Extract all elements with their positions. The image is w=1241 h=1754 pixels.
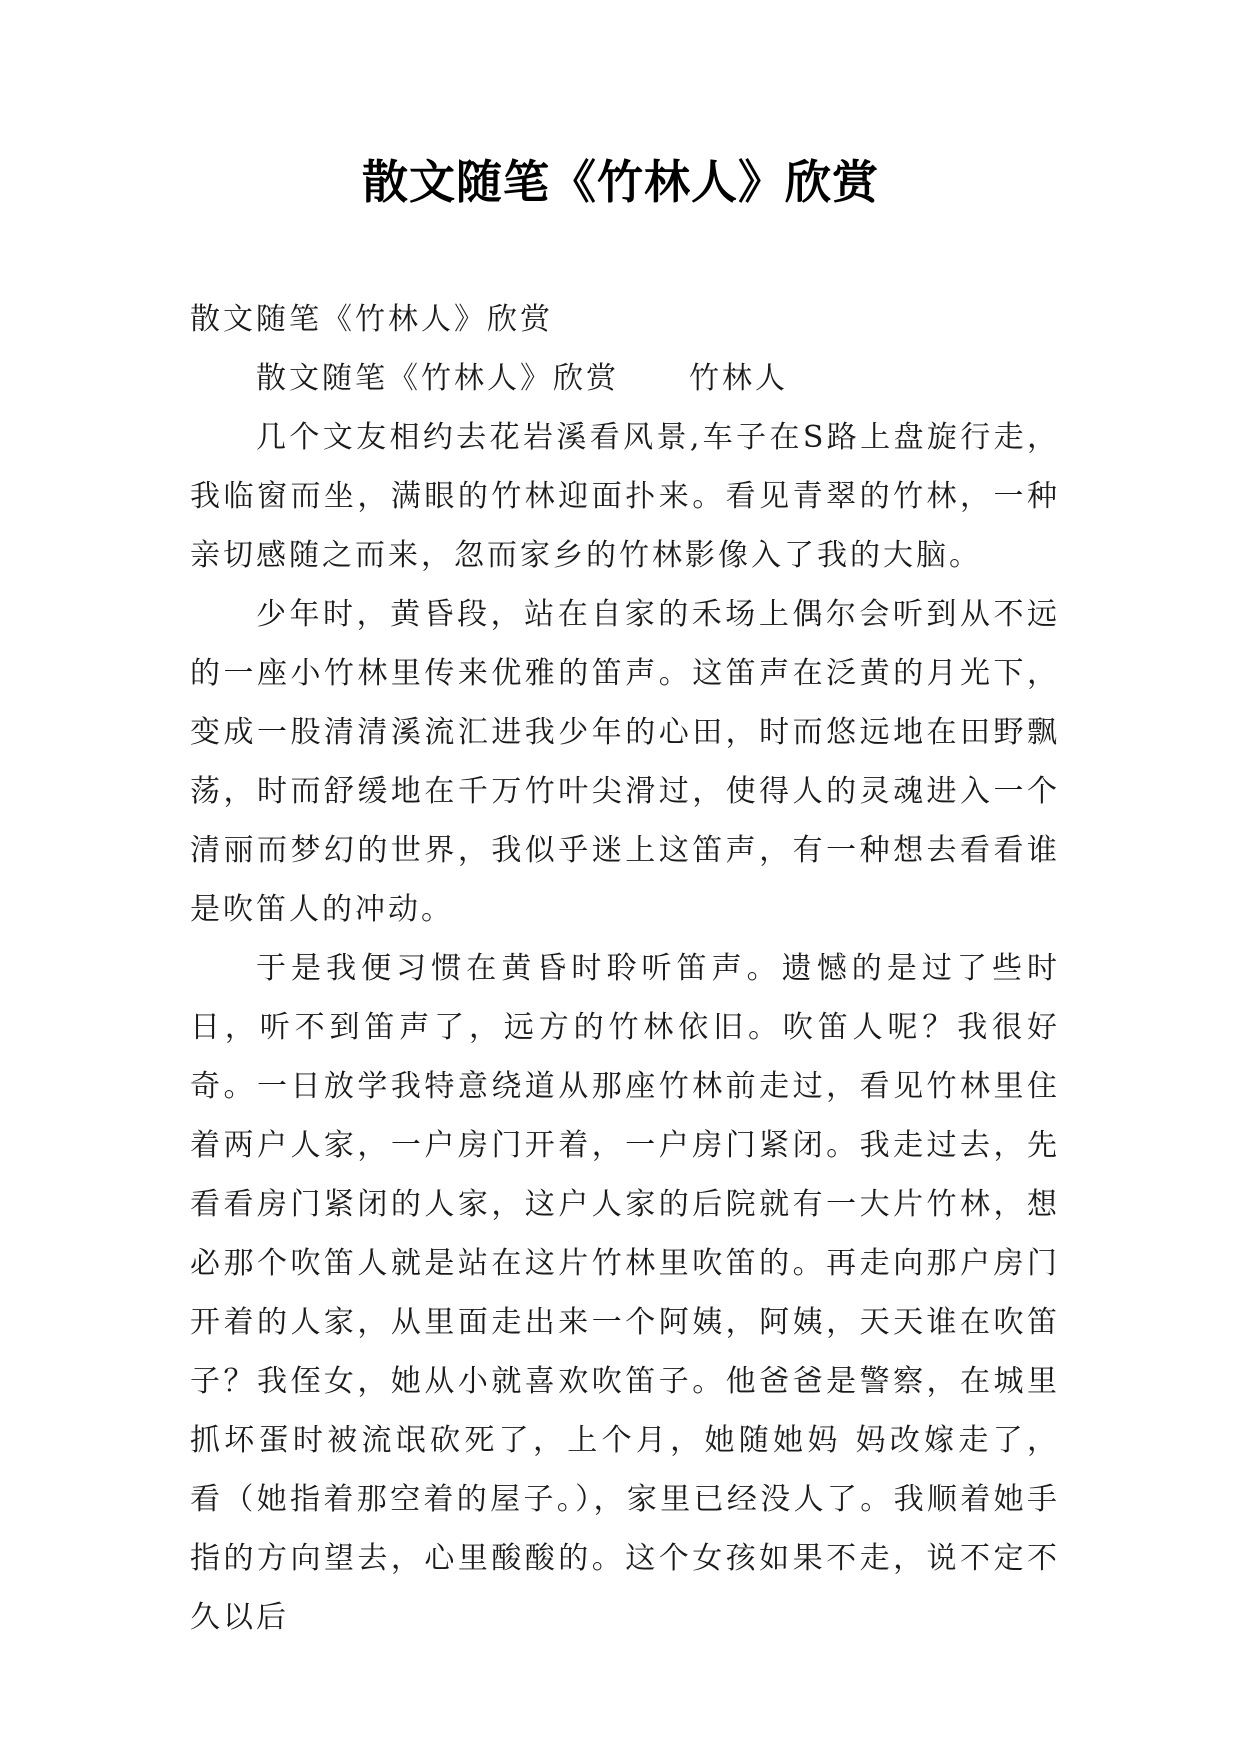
heading-line bbox=[190, 349, 1060, 408]
paragraph-3: 于是我便习惯在黄昏时聆听笛声。遗憾的是过了些时日，听不到笛声了，远方的竹林依旧。吹笛人呢？我很好奇。一日放学我特意绕道从那座竹林前走过，看见竹林里住着两户人家，一户房门开着，一户房门紧闭。我走过去，先看看房门紧闭的人家，这户人家的后院就有一大片竹林，想必那个吹笛人就是站在这片竹林里吹笛的。再走向那户房门开着的人家，从里面走出来一个阿姨，阿姨，天天谁在吹笛子？我侄女，她从小就喜欢吹笛子。他爸爸是警察，在城里抓坏蛋时被流氓砍死了，上个月，她随她妈 妈改嫁走了，看（她指着那空着的屋子。），家里已经没人了。我顺着她手指的方向望去，心里酸酸的。这个女孩如果不走，说不定不久以后 bbox=[190, 951, 1060, 1635]
subtitle-line: 散文随笔《竹林人》欣赏 bbox=[190, 302, 553, 337]
paragraph-1: 几个文友相约去花岩溪看风景,车子在S路上盘旋行走，我临窗而坐，满眼的竹林迎面扑来。看见青翠的竹林，一种亲切感随之而来，忽而家乡的竹林影像入了我的大脑。 bbox=[190, 420, 1060, 573]
document-body bbox=[190, 290, 1060, 1647]
paragraph-2: 少年时，黄昏段，站在自家的禾场上偶尔会听到从不远的一座小竹林里传来优雅的笛声。这笛声在泛黄的月光下，变成一股清清溪流汇进我少年的心田，时而悠远地在田野飘荡，时而舒缓地在千万竹叶尖滑过，使得人的灵魂进入一个清丽而梦幻的世界，我似乎迷上这笛声，有一种想去看看谁是吹笛人的冲动。 bbox=[190, 597, 1060, 927]
heading-line-left: 散文随笔《竹林人》欣赏 bbox=[256, 361, 619, 396]
heading-line-right: 竹林人 bbox=[689, 361, 788, 396]
document-title: 散文随笔《竹林人》欣赏 bbox=[362, 155, 879, 209]
